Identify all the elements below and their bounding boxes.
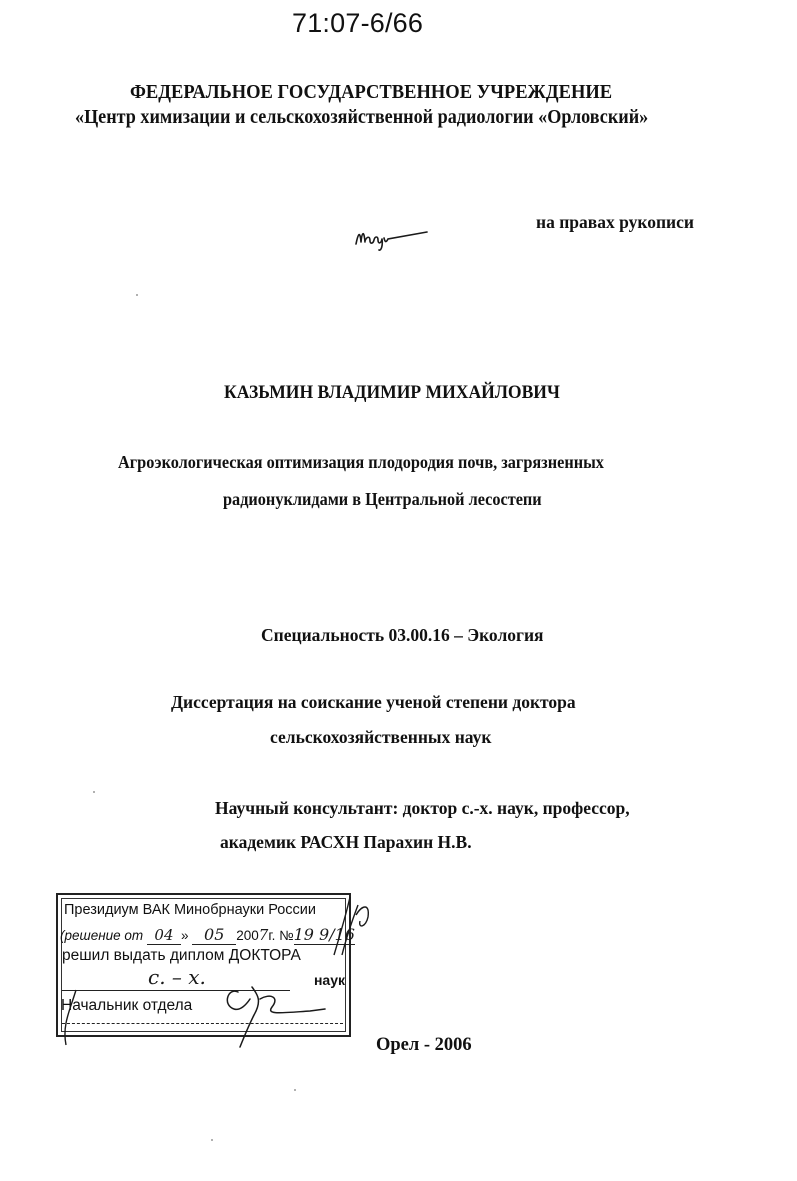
year-digit: 7	[258, 926, 269, 944]
dissertation-title-line2: радионуклидами в Центральной лесостепи	[223, 489, 542, 509]
number-prefix: г. №	[268, 928, 294, 943]
consultant-line2: академик РАСХН Парахин Н.В.	[220, 832, 472, 852]
manuscript-note: на правах рукописи	[536, 212, 694, 232]
stamp-bottom-line	[62, 1023, 343, 1024]
decision-prefix: (решение от	[60, 928, 144, 943]
scan-speck	[294, 1089, 296, 1091]
science-suffix: наук	[313, 972, 345, 988]
stamp-line-diploma: решил выдать диплом ДОКТОРА	[62, 947, 301, 964]
city-year: Орел - 2006	[376, 1035, 472, 1055]
decision-month: 05	[192, 925, 236, 945]
vak-stamp	[56, 893, 355, 1037]
degree-line1: Диссертация на соискание ученой степени доктора	[171, 692, 576, 712]
science-field-line	[62, 990, 290, 991]
consultant-line1: Научный консультант: доктор с.-х. наук, профессор,	[215, 798, 630, 818]
organization-name: «Центр химизации и сельскохозяйственной радиологии «Орловский»	[75, 107, 649, 128]
dissertation-title-line1: Агроэкологическая оптимизация плодородия почв, загрязненных	[118, 452, 604, 472]
decision-number: 19 9/16	[293, 925, 355, 944]
author-name: КАЗЬМИН ВЛАДИМИР МИХАЙЛОВИЧ	[224, 383, 560, 403]
catalog-code: 71:07-6/66	[292, 8, 424, 38]
decision-day: 04	[147, 926, 181, 945]
quote-mark: »	[180, 928, 189, 943]
scan-speck	[211, 1139, 213, 1141]
signature-icon	[352, 222, 432, 252]
year-prefix: 200	[236, 928, 259, 943]
stamp-line-head: Начальник отдела	[61, 997, 193, 1014]
scan-speck	[93, 791, 95, 793]
organization-type: ФЕДЕРАЛЬНОЕ ГОСУДАРСТВЕННОЕ УЧРЕЖДЕНИЕ	[130, 82, 613, 103]
specialty: Специальность 03.00.16 – Экология	[261, 625, 544, 645]
stamp-line-presidium: Президиум ВАК Минобрнауки России	[64, 902, 317, 918]
stamp-line-decision	[60, 925, 355, 945]
scan-speck	[136, 294, 138, 296]
science-field-handwritten: с. – х.	[148, 965, 206, 989]
degree-line2: сельскохозяйственных наук	[270, 727, 492, 747]
